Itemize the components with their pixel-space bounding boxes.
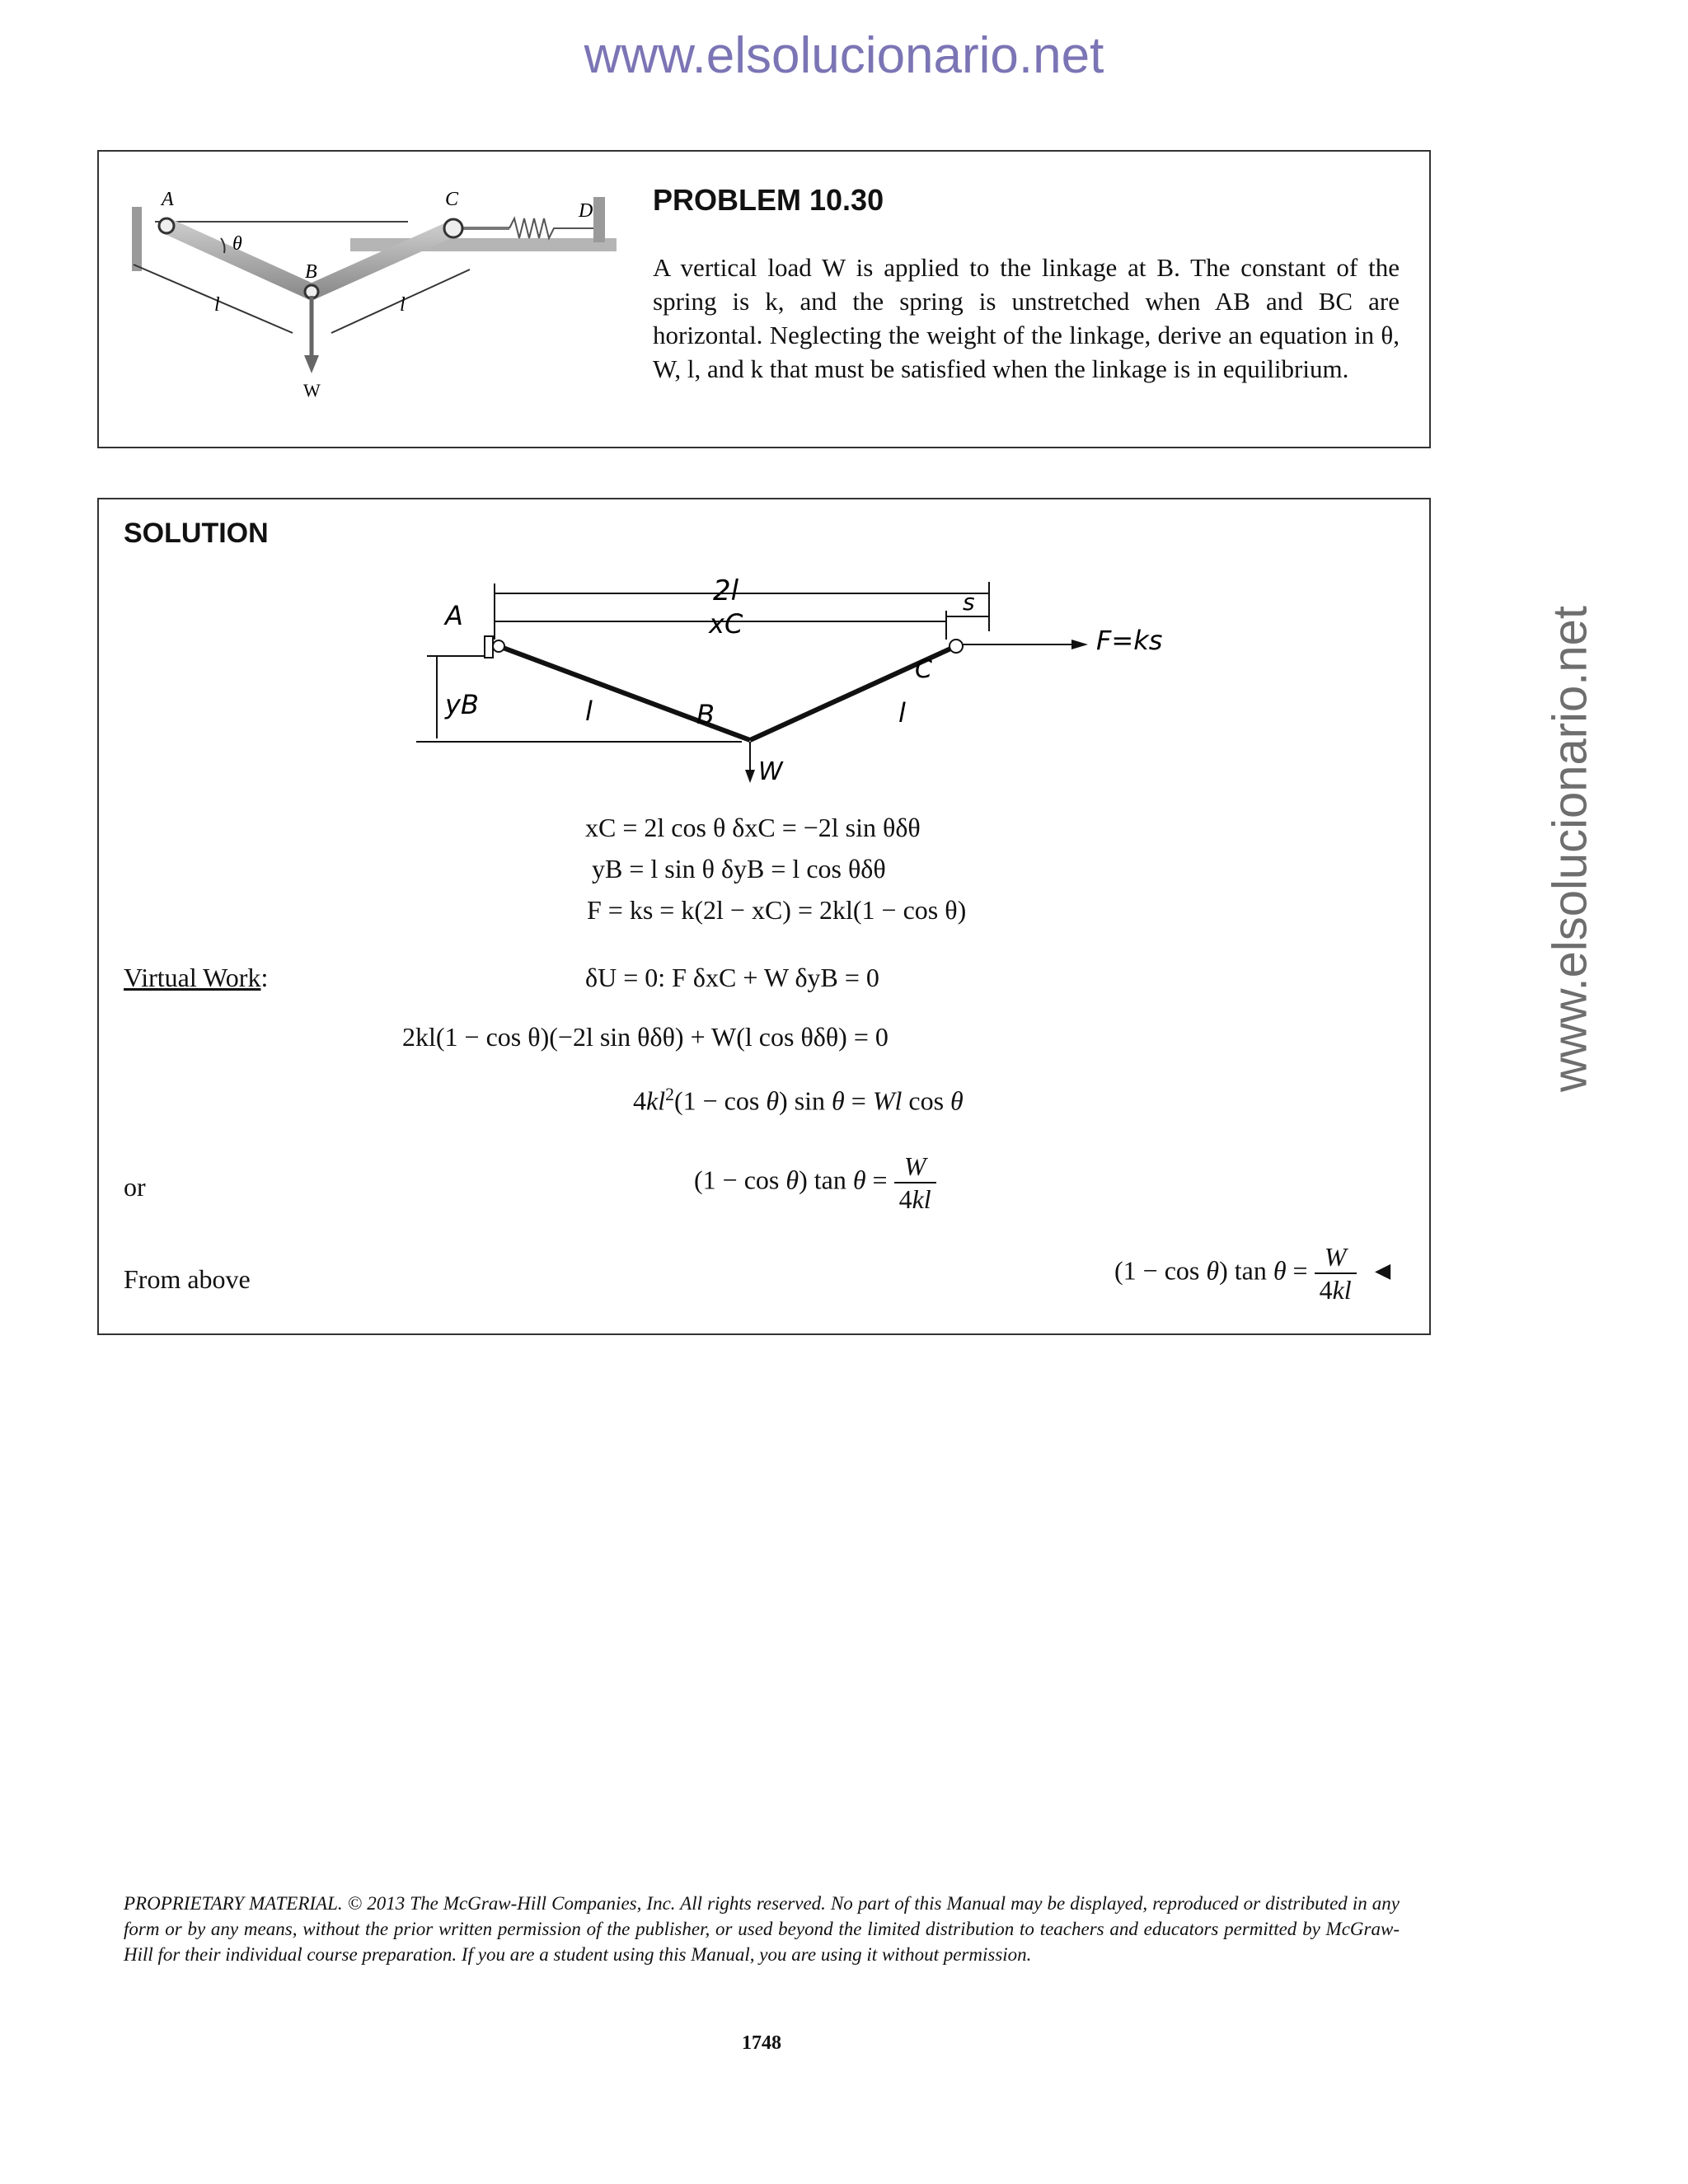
sketch-label-w: W [758, 757, 783, 786]
pin-a-sketch [493, 640, 504, 652]
watermark-top: www.elsolucionario.net [584, 27, 1104, 84]
equation-7-fraction: $\frac{W}{4kl}$ [894, 1151, 936, 1215]
figure-label-l1: l [214, 294, 220, 316]
wall-a [132, 207, 142, 271]
equation-6: $4kl^2(1 - \cos \theta)$ sin θ = Wl cos θ [633, 1085, 964, 1116]
equation-1: xC = 2l cos θ δxC = −2l sin θδθ [585, 813, 921, 842]
pin-c-sketch [950, 640, 963, 653]
watermark-side-text: www.elsolucionario.net [1543, 606, 1597, 1092]
problem-box [97, 150, 1431, 448]
sketch-label-c: C [915, 655, 932, 684]
final-answer-fraction: $\frac{W}{4kl}$ [1315, 1241, 1357, 1305]
page-number: 1748 [742, 2032, 781, 2054]
label-virtual-work: Virtual Work: [124, 963, 269, 992]
equation-3: F = ks = k(2l − xC) = 2kl(1 − cos θ) [587, 895, 967, 925]
figure-label-a: A [162, 189, 174, 210]
weight-arrowhead [745, 770, 755, 783]
figure-label-theta: θ [232, 233, 242, 255]
sketch-label-l2: l [898, 697, 906, 729]
support-a [485, 636, 493, 658]
equation-5: 2kl(1 − cos θ)(−2l sin θδθ) + W(l cos θδθ) = 0 [402, 1022, 889, 1052]
label-from-above: From above [124, 1264, 251, 1294]
label-or: or [124, 1172, 146, 1202]
equation-7: (1 − cos θ) tan θ = $\frac{W}{4kl}$ [694, 1151, 936, 1215]
sketch-label-xc: xC [709, 608, 743, 640]
problem-figure [124, 180, 618, 403]
sketch-label-b: B [696, 699, 715, 730]
figure-label-c: C [445, 189, 459, 210]
solution-box [97, 498, 1431, 1335]
pin-c [444, 219, 462, 237]
sketch-label-2l: 2l [713, 574, 739, 607]
bar-bc [312, 228, 453, 292]
solution-sketch [412, 574, 1236, 788]
sketch-label-a: A [445, 600, 463, 631]
sketch-label-l1: l [585, 696, 593, 727]
wall-d [593, 197, 605, 242]
footer-text: PROPRIETARY MATERIAL. © 2013 The McGraw-Hill Companies, Inc. All rights reserved. No part of this Manual may be displayed, reproduced or distributed in any form or by any means, without the prior written permission of the publisher, or used beyond the limited distribution to teachers and educators permitted by McGraw-Hill for their individual course preparation. If you are a student using this Manual, you are using it without permission. [124, 1893, 1400, 1965]
load-arrowhead [304, 355, 319, 373]
force-arrowhead [1071, 640, 1088, 649]
problem-text: A vertical load W is applied to the linkage at B. The constant of the spring is k, and the spring is unstretched when AB and BC are horizontal. Neglecting the weight of the linkage, derive an equation in θ, W, l, and k that must be satisfied when the linkage is in equilibrium. [653, 253, 1400, 383]
equation-4: δU = 0: F δxC + W δyB = 0 [585, 963, 879, 992]
figure-label-l2: l [400, 294, 406, 316]
footer-copyright [124, 1891, 1400, 1967]
sketch-label-force: F=ks [1096, 625, 1163, 656]
answer-marker: ◄ [1369, 1255, 1396, 1286]
sketch-label-yb: yB [445, 689, 479, 720]
problem-title: PROBLEM 10.30 [653, 183, 884, 217]
sketch-label-s: s [963, 588, 975, 616]
figure-label-w: W [303, 380, 321, 401]
final-answer: (1 − cos θ) tan θ = $\frac{W}{4kl}$ ◄ [1114, 1242, 1396, 1305]
figure-label-b: B [305, 261, 317, 283]
pin-a [159, 218, 174, 233]
figure-label-d: D [579, 200, 593, 222]
equation-2: yB = l sin θ δyB = l cos θδθ [592, 854, 886, 883]
solution-title: SOLUTION [124, 518, 269, 549]
